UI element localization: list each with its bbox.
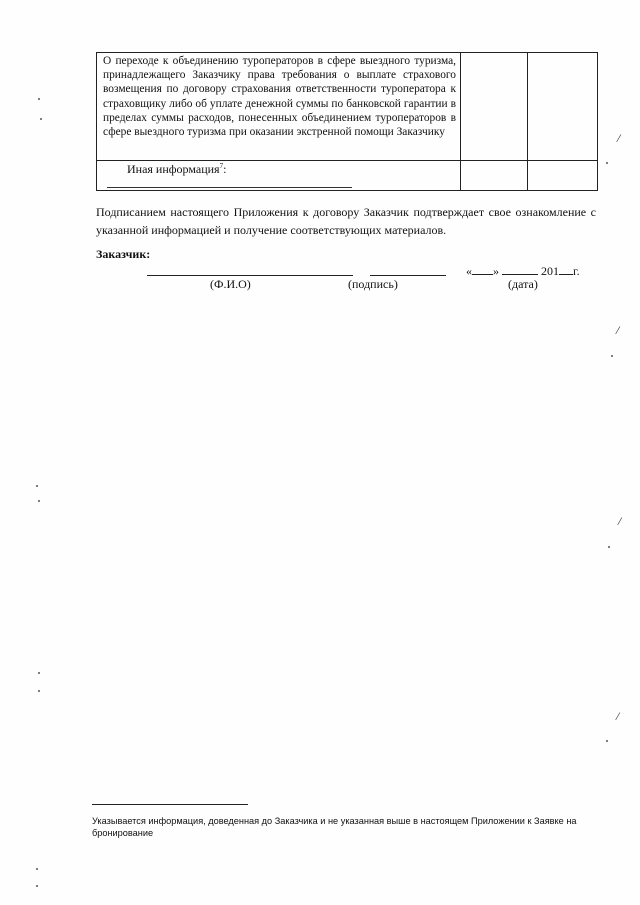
scan-mark: / bbox=[616, 517, 623, 527]
row-description: О переходе к объединению туроператоров в сфере выездного туризма, принадлежащего Заказчику права требования о выплате страхового возмещения по договору страхования ответственности туроператора к страховщику либо об уплате денежной суммы по банковской гарантии в пределах суммы расходов, понесенных объединением туроператоров в сфере выездного туризма при оказании экстренной помощи Заказчику bbox=[97, 53, 461, 161]
date-open-quote: « bbox=[466, 264, 472, 278]
other-info-colon: : bbox=[223, 162, 227, 176]
other-info-cell bbox=[97, 161, 461, 191]
month-blank bbox=[502, 263, 538, 275]
information-table bbox=[96, 52, 598, 191]
scan-mark: / bbox=[614, 712, 621, 722]
table-row bbox=[97, 53, 598, 161]
scan-mark: / bbox=[615, 134, 622, 144]
row-cell-b bbox=[528, 161, 598, 191]
footnote-ref: 7 bbox=[219, 162, 224, 170]
year-prefix: 201 bbox=[541, 264, 559, 278]
scan-mark: / bbox=[614, 326, 621, 336]
row-cell-a bbox=[461, 161, 528, 191]
scan-speck bbox=[36, 868, 38, 870]
scan-speck bbox=[608, 546, 610, 548]
customer-label: Заказчик: bbox=[96, 247, 151, 261]
row-cell-a bbox=[461, 53, 528, 161]
scan-speck bbox=[38, 500, 40, 502]
scan-speck bbox=[36, 885, 38, 887]
scan-speck bbox=[606, 740, 608, 742]
year-suffix: г. bbox=[573, 264, 580, 278]
footnote-separator bbox=[92, 804, 248, 805]
scan-speck bbox=[38, 98, 40, 100]
other-info-label: Иная информация bbox=[127, 162, 220, 176]
signature-caption: (подпись) bbox=[348, 277, 398, 291]
table-row bbox=[97, 161, 598, 191]
scan-speck bbox=[40, 118, 42, 120]
signature-line bbox=[370, 275, 446, 276]
acknowledgement-statement: Подписанием настоящего Приложения к договору Заказчик подтверждает свое ознакомление с указанной информацией и получение соответствующих материалов. bbox=[96, 205, 596, 237]
other-info-fill-line bbox=[107, 187, 352, 188]
scan-speck bbox=[38, 672, 40, 674]
scan-speck bbox=[38, 690, 40, 692]
day-blank bbox=[472, 263, 493, 275]
year-blank bbox=[559, 263, 573, 275]
fio-caption: (Ф.И.О) bbox=[210, 277, 251, 291]
fio-line bbox=[147, 275, 353, 276]
date-caption: (дата) bbox=[508, 277, 538, 291]
scan-speck bbox=[611, 355, 613, 357]
footnote-text: Указывается информация, доведенная до Заказчика и не указанная выше в настоящем Приложении к Заявке на бронирование bbox=[92, 816, 577, 838]
scan-speck bbox=[36, 485, 38, 487]
scan-speck bbox=[606, 162, 608, 164]
date-close-quote: » bbox=[493, 264, 499, 278]
row-cell-b bbox=[528, 53, 598, 161]
